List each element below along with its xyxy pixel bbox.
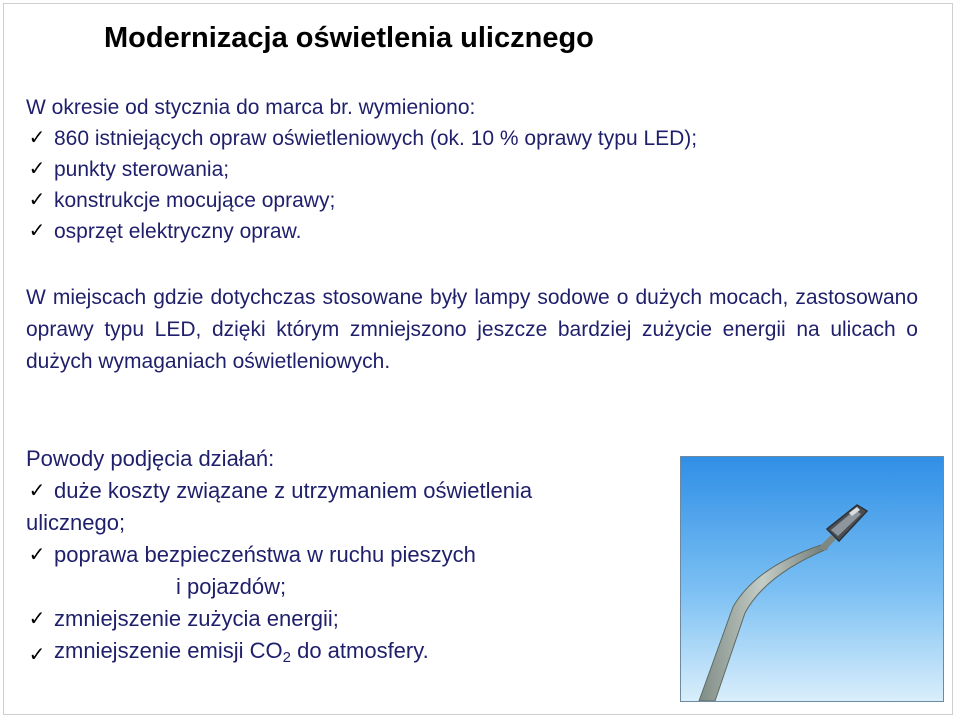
checkmark-icon: ✓	[28, 480, 46, 502]
intro-item-text: punkty sterowania;	[54, 158, 230, 181]
page-title: Modernizacja oświetlenia ulicznego	[104, 22, 594, 54]
intro-item-text: osprzęt elektryczny opraw.	[54, 220, 302, 243]
checkmark-icon: ✓	[28, 127, 46, 149]
co2-subscript: 2	[282, 649, 291, 666]
checkmark-icon: ✓	[28, 544, 46, 566]
reason-item-text: duże koszty związane z utrzymaniem oświetlenia	[54, 478, 533, 503]
reason-item-continuation: ulicznego;	[26, 510, 126, 535]
reasons-heading: Powody podjęcia działań:	[26, 446, 275, 471]
intro-heading: W okresie od stycznia do marca br. wymieniono:	[26, 96, 476, 119]
reason-item-text: zmniejszenie zużycia energii;	[54, 606, 339, 631]
reason-item-text	[54, 635, 429, 674]
intro-item	[26, 185, 697, 216]
intro-item-text: 860 istniejących opraw oświetleniowych (ok. 10 % oprawy typu LED);	[54, 127, 698, 150]
reason-item	[26, 539, 532, 571]
reason-item	[26, 635, 532, 674]
reason-item	[26, 475, 532, 507]
checkmark-icon: ✓	[28, 608, 46, 630]
co2-suffix: do atmosfery.	[290, 638, 429, 663]
reason-item	[26, 603, 532, 635]
street-lamp-photo	[680, 456, 944, 702]
intro-item	[26, 216, 697, 247]
intro-item	[26, 123, 697, 154]
reason-item-text: poprawa bezpieczeństwa w ruchu pieszych	[54, 542, 476, 567]
reason-item-continuation: i pojazdów;	[176, 574, 287, 599]
intro-item-text: konstrukcje mocujące oprawy;	[54, 189, 336, 212]
description-paragraph: W miejscach gdzie dotychczas stosowane były lampy sodowe o dużych mocach, zastosowano oprawy typu LED, dzięki którym zmniejszono jeszcze bardziej zużycie energii na ulicach o dużych wymaganiach oświetleniowych.	[26, 286, 918, 373]
reasons-section	[26, 443, 532, 674]
checkmark-icon: ✓	[28, 158, 46, 180]
co2-prefix: zmniejszenie emisji CO	[54, 638, 283, 663]
intro-item	[26, 154, 697, 185]
intro-section	[26, 92, 697, 247]
checkmark-icon: ✓	[28, 220, 46, 242]
checkmark-icon: ✓	[28, 189, 46, 211]
checkmark-icon: ✓	[28, 643, 46, 666]
